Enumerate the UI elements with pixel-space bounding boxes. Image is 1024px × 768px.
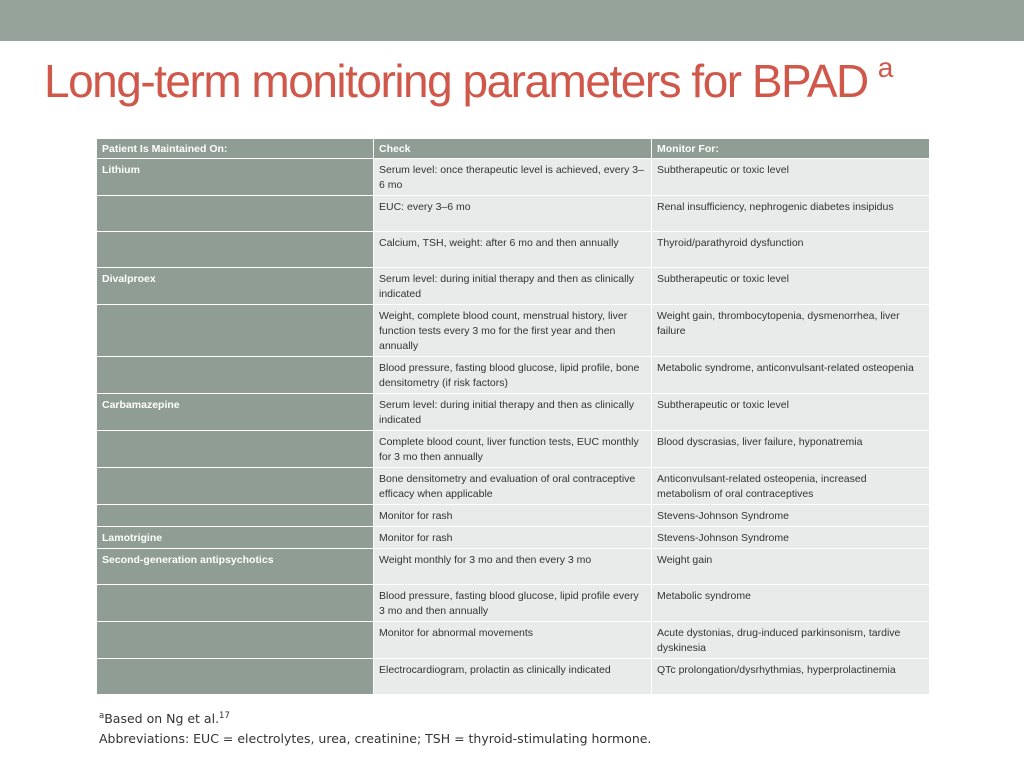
footnotes [99, 706, 651, 749]
monitor-cell: Renal insufficiency, nephrogenic diabetes insipidus [652, 196, 930, 232]
footnote-reference-number: 17 [219, 711, 230, 721]
table-row [97, 549, 930, 585]
monitor-cell: Stevens-Johnson Syndrome [652, 505, 930, 527]
check-cell: Bone densitometry and evaluation of oral contraceptive efficacy when applicable [374, 468, 652, 505]
check-cell: Weight monthly for 3 mo and then every 3 mo [374, 549, 652, 585]
drug-cell [97, 357, 374, 394]
drug-cell [97, 431, 374, 468]
drug-cell [97, 232, 374, 268]
check-cell: Serum level: during initial therapy and then as clinically indicated [374, 394, 652, 431]
check-cell: Monitor for rash [374, 527, 652, 549]
monitor-cell: Anticonvulsant-related osteopenia, increased metabolism of oral contraceptives [652, 468, 930, 505]
drug-cell: Divalproex [97, 268, 374, 305]
monitor-cell: Subtherapeutic or toxic level [652, 159, 930, 196]
check-cell: Weight, complete blood count, menstrual history, liver function tests every 3 mo for the first year and then annually [374, 305, 652, 357]
top-banner [0, 0, 1024, 41]
slide-title [44, 52, 893, 108]
footnote-source [99, 706, 651, 729]
check-cell: EUC: every 3–6 mo [374, 196, 652, 232]
table-row [97, 394, 930, 431]
table-row [97, 268, 930, 305]
monitor-cell: Metabolic syndrome, anticonvulsant-related osteopenia [652, 357, 930, 394]
table-row [97, 232, 930, 268]
footnote-marker: a [99, 711, 105, 721]
table-row [97, 468, 930, 505]
drug-cell [97, 585, 374, 622]
header-check: Check [374, 139, 652, 159]
drug-cell: Second-generation antipsychotics [97, 549, 374, 585]
table-row [97, 527, 930, 549]
footnote-abbreviations: Abbreviations: EUC = electrolytes, urea, creatinine; TSH = thyroid-stimulating hormone. [99, 731, 652, 746]
check-cell: Blood pressure, fasting blood glucose, lipid profile, bone densitometry (if risk factors) [374, 357, 652, 394]
check-cell: Calcium, TSH, weight: after 6 mo and then annually [374, 232, 652, 268]
monitor-cell: Metabolic syndrome [652, 585, 930, 622]
table-row [97, 505, 930, 527]
monitor-cell: Blood dyscrasias, liver failure, hyponatremia [652, 431, 930, 468]
check-cell: Monitor for rash [374, 505, 652, 527]
title-text: Long-term monitoring parameters for BPAD [44, 55, 868, 107]
check-cell: Serum level: once therapeutic level is achieved, every 3–6 mo [374, 159, 652, 196]
monitor-cell: Weight gain, thrombocytopenia, dysmenorrhea, liver failure [652, 305, 930, 357]
table-row [97, 659, 930, 695]
table-body [97, 159, 930, 695]
drug-cell: Carbamazepine [97, 394, 374, 431]
check-cell: Serum level: during initial therapy and then as clinically indicated [374, 268, 652, 305]
drug-cell [97, 468, 374, 505]
drug-cell: Lithium [97, 159, 374, 196]
table-row [97, 431, 930, 468]
drug-cell [97, 659, 374, 695]
monitor-cell: QTc prolongation/dysrhythmias, hyperprolactinemia [652, 659, 930, 695]
monitor-cell: Weight gain [652, 549, 930, 585]
table-row [97, 357, 930, 394]
drug-cell: Lamotrigine [97, 527, 374, 549]
monitor-cell: Acute dystonias, drug-induced parkinsonism, tardive dyskinesia [652, 622, 930, 659]
check-cell: Complete blood count, liver function tests, EUC monthly for 3 mo then annually [374, 431, 652, 468]
table-row [97, 585, 930, 622]
monitor-cell: Subtherapeutic or toxic level [652, 268, 930, 305]
monitoring-table [96, 139, 930, 695]
drug-cell [97, 305, 374, 357]
header-patient-maintained-on: Patient Is Maintained On: [97, 139, 374, 159]
footnote-based-on: Based on Ng et al. [104, 711, 220, 726]
drug-cell [97, 505, 374, 527]
header-monitor-for: Monitor For: [652, 139, 930, 159]
table-row [97, 622, 930, 659]
check-cell: Electrocardiogram, prolactin as clinically indicated [374, 659, 652, 695]
drug-cell [97, 196, 374, 232]
table-row [97, 159, 930, 196]
check-cell: Blood pressure, fasting blood glucose, lipid profile every 3 mo and then annually [374, 585, 652, 622]
drug-cell [97, 622, 374, 659]
table-row [97, 305, 930, 357]
check-cell: Monitor for abnormal movements [374, 622, 652, 659]
table-row [97, 196, 930, 232]
table-header-row [97, 139, 930, 159]
monitor-cell: Subtherapeutic or toxic level [652, 394, 930, 431]
monitor-cell: Stevens-Johnson Syndrome [652, 527, 930, 549]
title-superscript: a [877, 52, 894, 83]
monitor-cell: Thyroid/parathyroid dysfunction [652, 232, 930, 268]
